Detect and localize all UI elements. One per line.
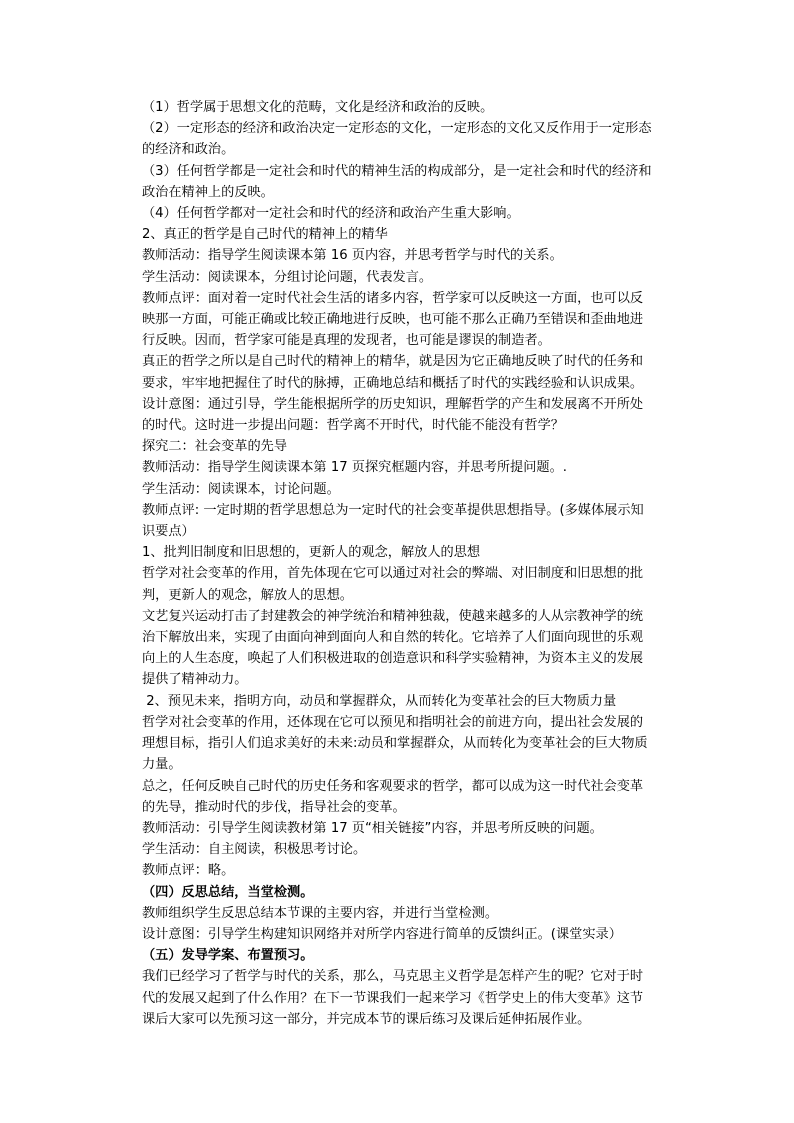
text-line: 行反映。因而，哲学家可能是真理的发现者，也可能是谬误的制造者。	[142, 333, 551, 349]
text-line: 治下解放出来，实现了由面向神到面向人和自然的转化。它培养了人们面向现世的乐观	[142, 630, 644, 646]
text-line: 教师点评：面对着一定时代社会生活的诸多内容，哲学家可以反映这一方面，也可以反	[142, 290, 644, 306]
section-heading-bold: （五）发导学案、布置预习。	[142, 948, 314, 964]
text-line: 真正的哲学之所以是自己时代的精神上的精华，就是因为它正确地反映了时代的任务和	[142, 354, 644, 370]
text-line: 文艺复兴运动打击了封建教会的神学统治和精神独裁，使越来越多的人从宗教神学的统	[142, 608, 644, 624]
text-line: （4）任何哲学都对一定社会和时代的经济和政治产生重大影响。	[142, 206, 520, 222]
text-line: 学生活动：阅读课本，分组讨论问题，代表发言。	[142, 269, 433, 285]
section-heading: 1、批判旧制度和旧思想的，更新人的观念，解放人的思想	[142, 545, 481, 561]
text-line: 的经济和政治。	[142, 142, 235, 158]
text-line: 教师活动：指导学生阅读课本第 16 页内容，并思考哲学与时代的关系。	[142, 248, 563, 264]
text-line: （3）任何哲学都是一定社会和时代的精神生活的构成部分，是一定社会和时代的经济和	[142, 163, 652, 179]
text-line: 向上的人生态度，唤起了人们积极进取的创造意识和科学实验精神，为资本主义的发展	[142, 651, 644, 667]
text-line: 学生活动：阅读课本，讨论问题。	[142, 481, 340, 497]
text-line: 的先导，推动时代的步伐，指导社会的变革。	[142, 799, 406, 815]
text-line: 判，更新人的观念，解放人的思想。	[142, 587, 353, 603]
section-heading: 探究二：社会变革的先导	[142, 439, 288, 455]
text-line: 我们已经学习了哲学与时代的关系，那么，马克思主义哲学是怎样产生的呢？它对于时	[142, 969, 644, 985]
text-line: 课后大家可以先预习这一部分，并完成本节的课后练习及课后延伸拓展作业。	[142, 1011, 591, 1027]
text-line: 政治在精神上的反映。	[142, 184, 274, 200]
text-line: （2）一定形态的经济和政治决定一定形态的文化，一定形态的文化又反作用于一定形态	[142, 121, 652, 137]
text-line: 教师组织学生反思总结本节课的主要内容，并进行当堂检测。	[142, 905, 499, 921]
text-line: （1）哲学属于思想文化的范畴，文化是经济和政治的反映。	[142, 100, 494, 115]
section-heading-bold: （四）反思总结，当堂检测。	[142, 884, 314, 900]
document-page	[142, 97, 680, 1030]
text-line: 的时代。这时进一步提出问题：哲学离不开时代，时代能不能没有哲学？	[142, 418, 564, 434]
text-line: 哲学对社会变革的作用，还体现在它可以预见和指明社会的前进方向，提出社会发展的	[142, 714, 644, 730]
section-heading: 2、预见未来，指明方向，动员和掌握群众，从而转化为变革社会的巨大物质力量	[142, 693, 617, 709]
text-line: 设计意图：通过引导，学生能根据所学的历史知识，理解哲学的产生和发展离不开所处	[142, 396, 644, 412]
text-line: 要求，牢牢地把握住了时代的脉搏，正确地总结和概括了时代的实践经验和认识成果。	[142, 375, 644, 391]
section-heading: 2、真正的哲学是自己时代的精神上的精华	[142, 227, 388, 243]
text-line: 教师活动：引导学生阅读教材第 17 页“相关链接”内容，并思考所反映的问题。	[142, 820, 603, 836]
text-line: 总之，任何反映自己时代的历史任务和客观要求的哲学，都可以成为这一时代社会变革	[142, 778, 644, 794]
text-line: 识要点）	[142, 524, 195, 540]
text-line: 理想目标，指引人们追求美好的未来:动员和掌握群众，从而转化为变革社会的巨大物质	[142, 736, 648, 752]
text-line: 代的发展又起到了什么作用？在下一节课我们一起来学习《哲学史上的伟大变革》这节	[142, 990, 644, 1006]
text-line: 映那一方面，可能正确或比较正确地进行反映，也可能不那么正确乃至错误和歪曲地进	[142, 312, 644, 328]
text-line: 力量。	[142, 757, 182, 773]
text-line: 学生活动：自主阅读，积极思考讨论。	[142, 842, 367, 858]
text-line: 教师点评: 一定时期的哲学思想总为一定时代的社会变革提供思想指导。(多媒体展示知	[142, 502, 644, 518]
text-line: 哲学对社会变革的作用，首先体现在它可以通过对社会的弊端、对旧制度和旧思想的批	[142, 566, 644, 582]
text-line: 教师点评：略。	[142, 863, 235, 879]
text-line: 教师活动：指导学生阅读课本第 17 页探究框题内容，并思考所提问题。.	[142, 460, 567, 476]
text-line: 设计意图：引导学生构建知识网络并对所学内容进行简单的反馈纠正。(课堂实录）	[142, 926, 622, 942]
text-line: 提供了精神动力。	[142, 672, 248, 688]
